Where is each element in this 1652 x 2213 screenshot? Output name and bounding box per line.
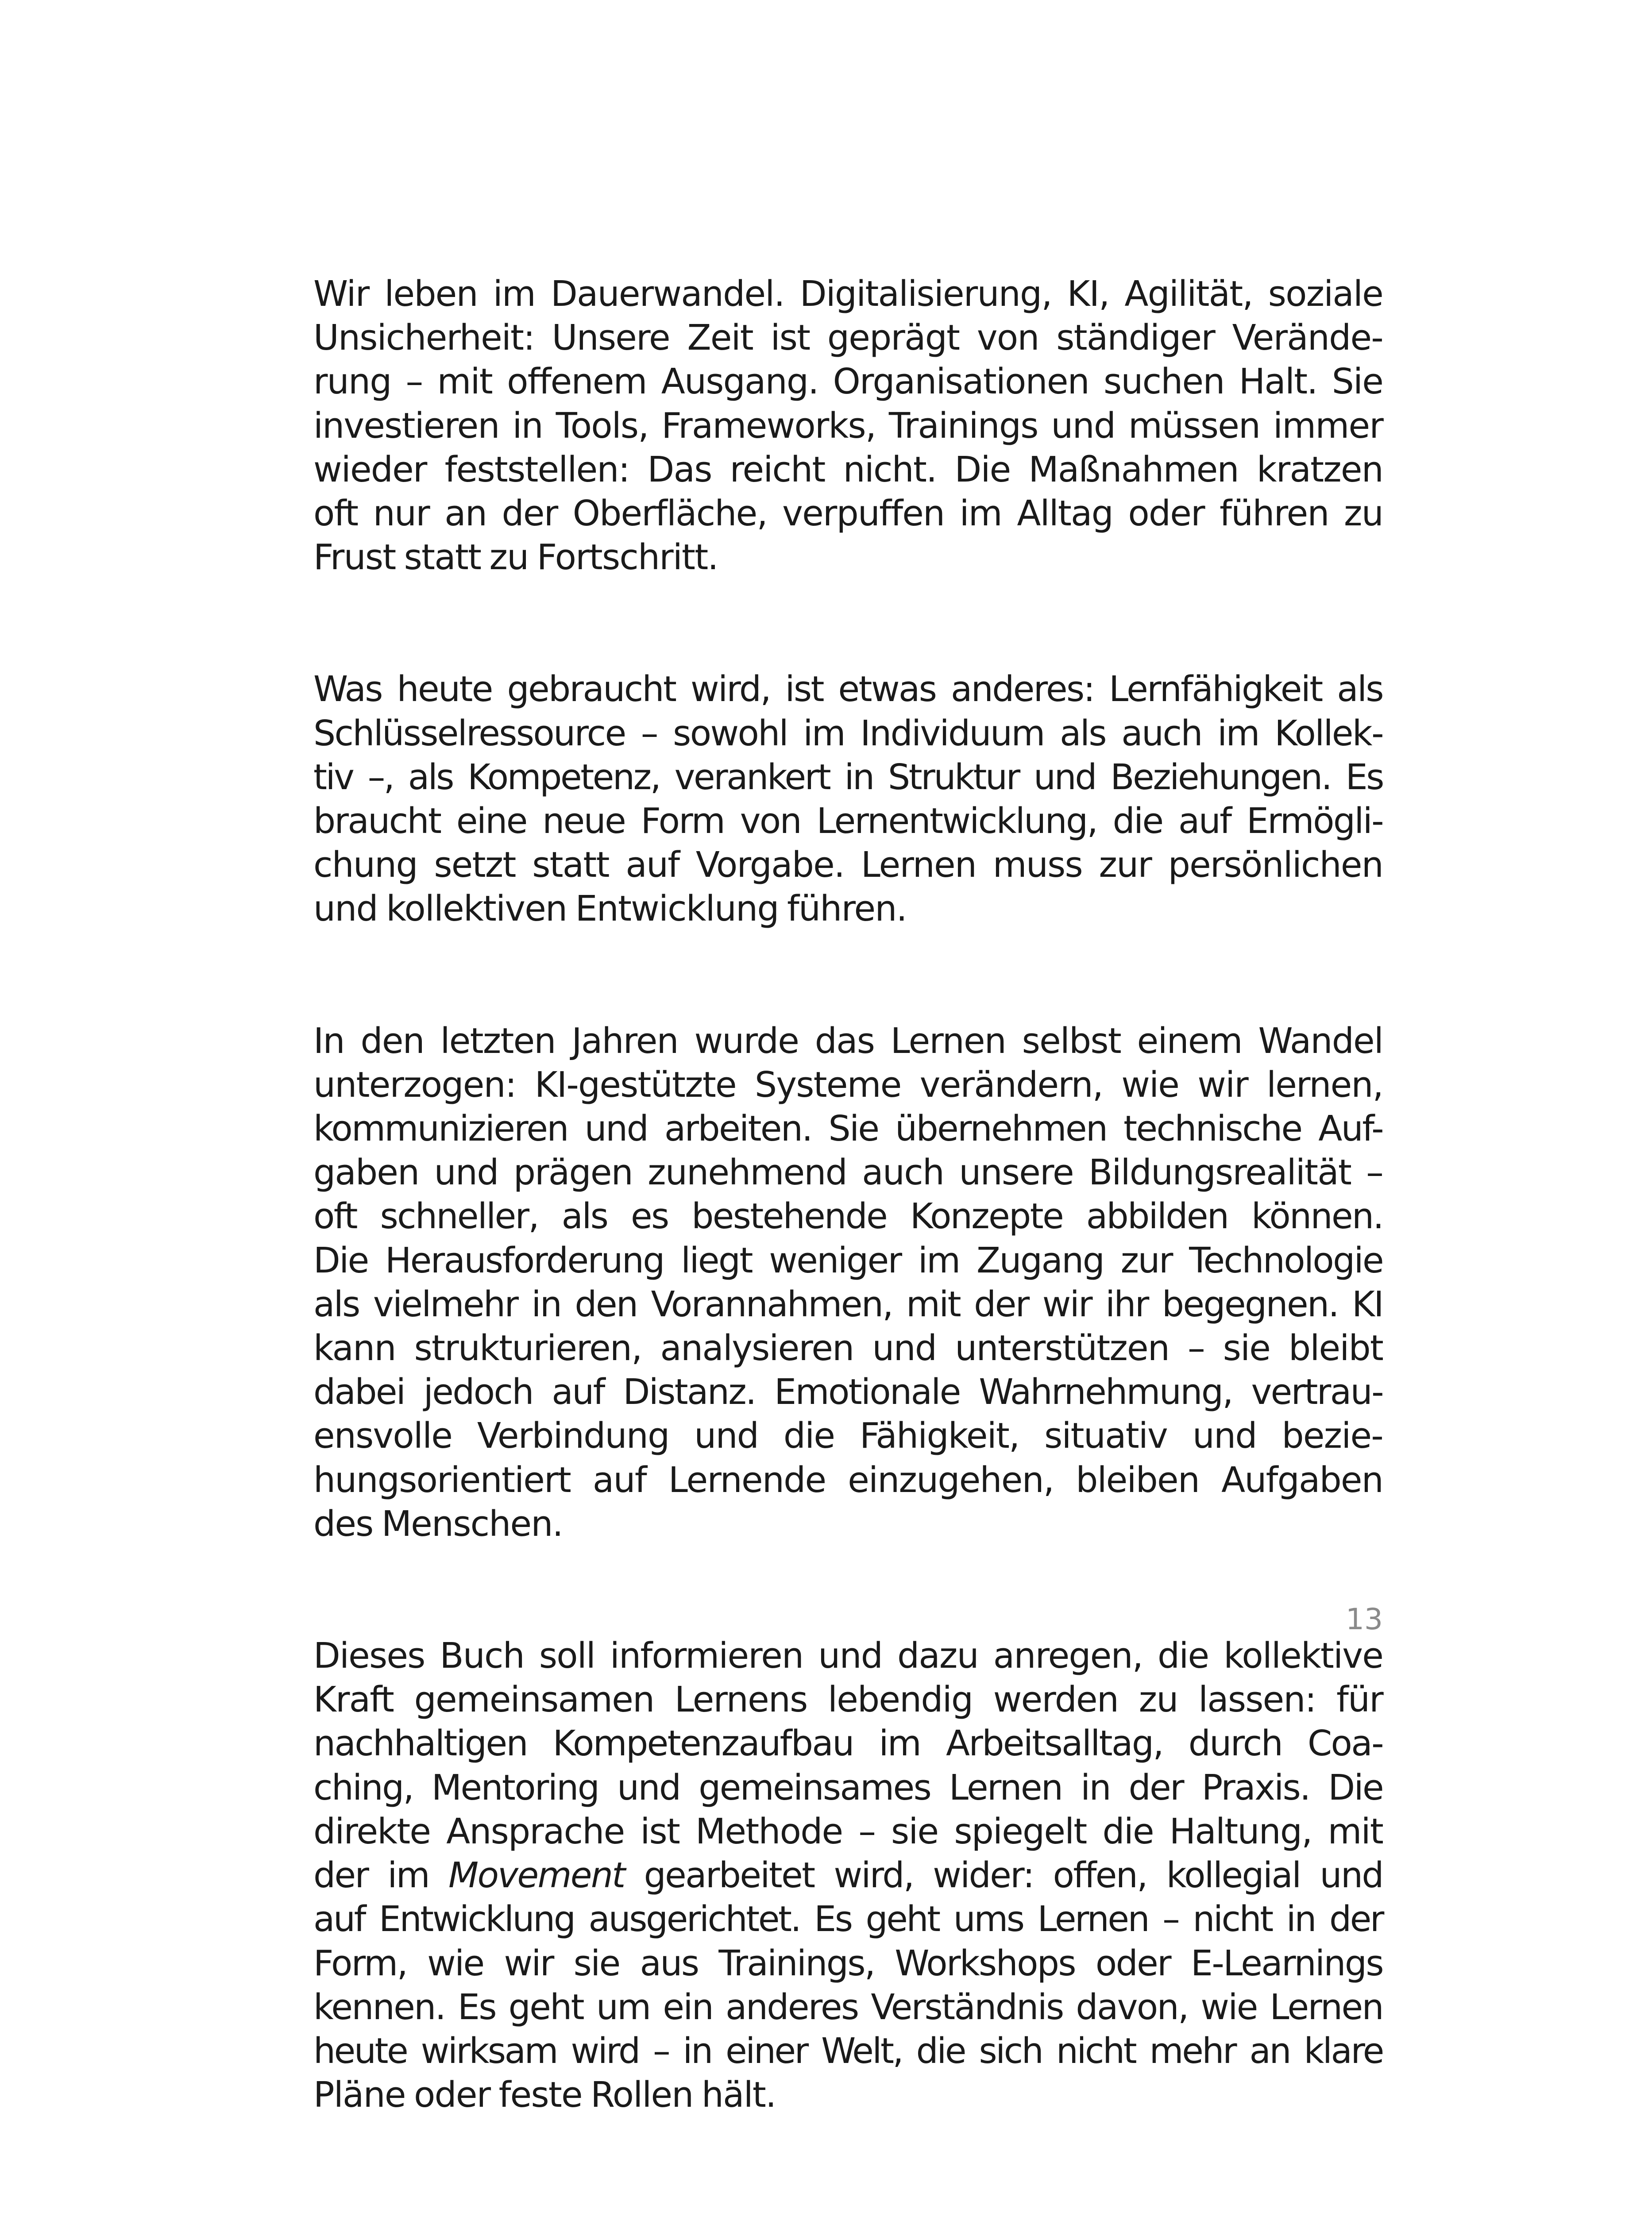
italic-term-movement: Movement bbox=[448, 1855, 625, 1896]
text-line: nachhaltigen Kompetenzaufbau im Arbeitsalltag, durch Coa- bbox=[313, 1723, 1383, 1764]
text-line: auf Entwicklung ausgerichtet. Es geht ums Lernen – nicht in der bbox=[313, 1899, 1383, 1940]
paragraph-4 bbox=[313, 1634, 1383, 2117]
text-line: ensvolle Verbindung und die Fähigkeit, situativ und bezie- bbox=[313, 1415, 1383, 1457]
paragraph-2 bbox=[313, 667, 1383, 931]
text-line: kennen. Es geht um ein anderes Verständnis davon, wie Lernen bbox=[313, 1986, 1383, 2028]
text-line: Unsicherheit: Unsere Zeit ist geprägt von ständiger Verände- bbox=[313, 317, 1383, 359]
text-line: oft nur an der Oberfläche, verpuffen im Alltag oder führen zu bbox=[313, 493, 1383, 534]
text-line: investieren in Tools, Frameworks, Trainings und müssen immer bbox=[313, 405, 1383, 446]
text-line: Was heute gebraucht wird, ist etwas anderes: Lernfähigkeit als bbox=[313, 669, 1383, 710]
line-start: der im bbox=[313, 1855, 449, 1896]
text-line: Schlüsselressource – sowohl im Individuum als auch im Kollek- bbox=[313, 713, 1383, 754]
text-line: wieder feststellen: Das reicht nicht. Die Maßnahmen kratzen bbox=[313, 449, 1383, 490]
text-line: ching, Mentoring und gemeinsames Lernen in der Praxis. Die bbox=[313, 1767, 1383, 1808]
text-line: Dieses Buch soll informieren und dazu anregen, die kollektive bbox=[313, 1635, 1383, 1677]
text-line bbox=[313, 1854, 1383, 1897]
text-line: rung – mit offenem Ausgang. Organisationen suchen Halt. Sie bbox=[313, 361, 1383, 402]
text-line: chung setzt statt auf Vorgabe. Lernen muss zur persönlichen bbox=[313, 844, 1383, 886]
text-line: Kraft gemeinsamen Lernens lebendig werden zu lassen: für bbox=[313, 1679, 1383, 1720]
text-line: dabei jedoch auf Distanz. Emotionale Wahrnehmung, vertrau- bbox=[313, 1372, 1383, 1413]
text-line: heute wirksam wird – in einer Welt, die sich nicht mehr an klare bbox=[313, 2030, 1383, 2071]
text-line: unterzogen: KI-gestützte Systeme verändern, wie wir lernen, bbox=[313, 1064, 1383, 1105]
text-line: oft schneller, als es bestehende Konzepte abbilden können. bbox=[313, 1196, 1383, 1237]
text-line: hungsorientiert auf Lernende einzugehen, bleiben Aufgaben bbox=[313, 1459, 1383, 1500]
text-line: Frust statt zu Fortschritt. bbox=[313, 537, 718, 578]
text-line: tiv –, als Kompetenz, verankert in Struktur und Beziehungen. Es bbox=[313, 756, 1383, 798]
text-line: kann strukturieren, analysieren und unterstützen – sie bleibt bbox=[313, 1328, 1383, 1369]
text-line: gaben und prägen zunehmend auch unsere Bildungsrealität – bbox=[313, 1152, 1383, 1193]
text-line: Pläne oder feste Rollen hält. bbox=[313, 2074, 776, 2116]
text-line: Wir leben im Dauerwandel. Digitalisierung, KI, Agilität, soziale bbox=[313, 274, 1383, 314]
text-line: Form, wie wir sie aus Trainings, Workshops oder E-Learnings bbox=[313, 1943, 1383, 1984]
page-number: 13 bbox=[1346, 1602, 1383, 1636]
body-text bbox=[313, 272, 1383, 2117]
text-line: als vielmehr in den Vorannahmen, mit der wir ihr begegnen. KI bbox=[313, 1284, 1383, 1325]
line-rest: gearbeitet wird, wider: offen, kollegial und bbox=[624, 1855, 1383, 1896]
text-line: kommunizieren und arbeiten. Sie übernehmen technische Auf- bbox=[313, 1108, 1383, 1149]
text-line: braucht eine neue Form von Lernentwicklung, die auf Ermögli- bbox=[313, 801, 1383, 842]
paragraph-1 bbox=[313, 272, 1383, 579]
text-line: des Menschen. bbox=[313, 1503, 563, 1544]
text-line: Die Herausforderung liegt weniger im Zugang zur Technologie bbox=[313, 1240, 1383, 1281]
paragraph-3 bbox=[313, 1019, 1383, 1546]
text-line: direkte Ansprache ist Methode – sie spiegelt die Haltung, mit bbox=[313, 1811, 1383, 1852]
text-line: In den letzten Jahren wurde das Lernen selbst einem Wandel bbox=[313, 1020, 1383, 1061]
text-line: und kollektiven Entwicklung führen. bbox=[313, 888, 907, 929]
